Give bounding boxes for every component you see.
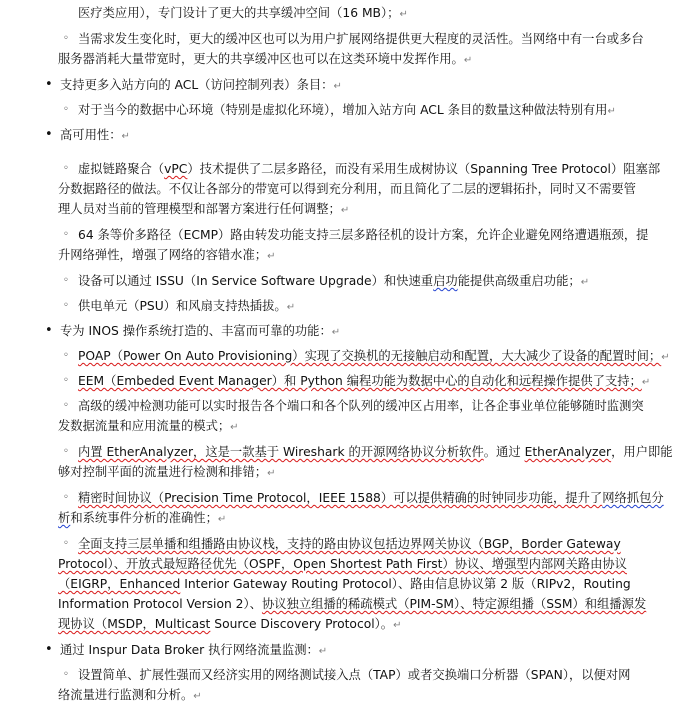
text-line: 供电单元（PSU）和风扇支持热插拔。↵	[78, 299, 296, 313]
paragraph-mark-icon: ↵	[399, 9, 408, 20]
text-line: 分数据路径的做法。不仅让各部分的带宽可以得到充分利用，而且简化了二层的逻辑拓扑，同时又不需要管	[58, 182, 636, 196]
text-line: 医疗类应用），专门设计了更大的共享缓冲空间（16 MB）；↵	[78, 6, 408, 20]
text-line: 对于当今的数据中心环境（特别是虚拟化环境），增加入站方向 ACL 条目的数量这种做法特别有用↵	[78, 103, 616, 117]
hollow-bullet-icon: ◦	[63, 350, 69, 361]
text-line: 高级的缓冲检测功能可以实时报告各个端口和各个队列的缓冲区占用率，让各企事业单位能够随时监测突	[78, 399, 644, 413]
paragraph-mark-icon: ↵	[607, 106, 616, 117]
paragraph-mark-icon: ↵	[267, 468, 276, 479]
paragraph-mark-icon: ↵	[121, 131, 130, 142]
text-line	[78, 372, 650, 390]
hollow-bullet-icon: ◦	[63, 446, 69, 457]
spellcheck-underline: 增强型内部网关路由协议	[491, 557, 627, 571]
text-line: 64 条等价多路径（ECMP）路由转发功能支持三层多路径机的设计方案，允许企业避免网络遭遇瓶颈，提	[78, 228, 649, 242]
hollow-bullet-icon: ◦	[63, 400, 69, 411]
text-line: 理人员对当前的管理模型和部署方案进行任何调整；↵	[58, 202, 350, 216]
bullet-icon: •	[45, 642, 53, 657]
paragraph-mark-icon: ↵	[193, 691, 202, 702]
text-line: 设置简单、扩展性强而又经济实用的网络测试接入点（TAP）或者交换端口分析器（SPAN），以便对网	[78, 668, 631, 682]
text-line	[58, 555, 627, 573]
hollow-bullet-icon: ◦	[63, 33, 69, 44]
paragraph-mark-icon: ↵	[340, 205, 350, 216]
grammar-underline: 启功	[433, 274, 458, 288]
paragraph-mark-icon: ↵	[230, 422, 239, 433]
hollow-bullet-icon: ◦	[63, 300, 69, 311]
bullet-icon: •	[45, 127, 53, 142]
paragraph-mark-icon: ↵	[661, 352, 670, 363]
text-line: 支持更多入站方向的 ACL（访问控制列表）条目：↵	[60, 78, 342, 92]
text-line: 设备可以通过 ISSU（In Service Software Upgrade）和快速重启功能提供高级重启功能；↵	[78, 274, 590, 288]
text-line: 高可用性：↵	[60, 128, 130, 142]
paragraph-mark-icon: ↵	[331, 327, 341, 338]
paragraph-mark-icon: ↵	[286, 302, 296, 313]
bullet-icon: •	[45, 323, 53, 338]
text-line	[78, 347, 670, 365]
hollow-bullet-icon: ◦	[63, 275, 69, 286]
text-line: 虚拟链路聚合（vPC）技术提供了二层多路径，而没有采用生成树协议（Spanning Tree Protocol）阻塞部	[78, 162, 661, 176]
text-line	[78, 489, 664, 507]
hollow-bullet-icon: ◦	[63, 375, 69, 386]
paragraph-mark-icon: ↵	[333, 81, 342, 92]
spellcheck-underline: EtherAnalyzer	[524, 445, 612, 459]
spellcheck-underline: Protocol）、开放式最短路径优先（OSPF，Open Shortest Path First）协议、	[58, 557, 492, 571]
text-line: 升网络弹性，增强了网络的容错水准；↵	[58, 248, 276, 262]
text-line: 够对控制平面的流量进行检测和排错；↵	[58, 465, 276, 479]
grammar-underline: 网络抓包分	[602, 491, 664, 505]
text-line: 服务器消耗大量带宽时，更大的共享缓冲区也可以在这类环境中发挥作用。↵	[58, 52, 473, 66]
text-line: 析和系统事件分析的准确性；↵	[58, 511, 227, 525]
text-line: 专为 INOS 操作系统打造的、丰富而可靠的功能：↵	[60, 324, 341, 338]
paragraph-mark-icon: ↵	[267, 251, 276, 262]
text-line: 发数据流量和应用流量的模式；↵	[58, 419, 239, 433]
text-line: 当需求发生变化时，更大的缓冲区也可以为用户扩展网络提供更大程度的灵活性。当网络中有一台或多台	[78, 32, 644, 46]
spellcheck-underline: EEM（Embeded Event Manager）和 Python 编程功能为数据中心的自动化和远程操作提供了支持；	[78, 374, 642, 388]
paragraph-mark-icon: ↵	[393, 620, 402, 631]
text-line	[78, 535, 621, 553]
paragraph-mark-icon: ↵	[580, 277, 590, 288]
spellcheck-underline: 现协议（MSDP，Multicast	[58, 617, 211, 631]
bullet-icon: •	[45, 77, 53, 92]
paragraph-mark-icon: ↵	[217, 514, 227, 525]
grammar-underline: 析	[58, 511, 71, 525]
hollow-bullet-icon: ◦	[63, 163, 69, 174]
text-line: 络流量进行监测和分析。↵	[58, 688, 202, 702]
text-line: Information Protocol Version 2）、协议独立组播的稀疏模式（PIM-SM）、特定源组播（SSM）和组播源发	[58, 597, 647, 611]
paragraph-mark-icon: ↵	[463, 55, 473, 66]
text-line: 现协议（MSDP，Multicast Source Discovery Protocol）。↵	[58, 617, 402, 631]
text-line: 通过 Inspur Data Broker 执行网络流量监测：↵	[60, 643, 328, 657]
hollow-bullet-icon: ◦	[63, 669, 69, 680]
text-line: 内置 EtherAnalyzer，这是一款基于 Wireshark 的开源网络协议分析软件。通过 EtherAnalyzer，用户即能	[78, 445, 673, 459]
hollow-bullet-icon: ◦	[63, 492, 69, 503]
paragraph-mark-icon: ↵	[318, 646, 328, 657]
hollow-bullet-icon: ◦	[63, 538, 69, 549]
spellcheck-underline: 精密时间协议（Precision Time Protocol，IEEE 1588）可以提供精确的时钟同步功能，提升了	[78, 491, 603, 505]
hollow-bullet-icon: ◦	[63, 229, 69, 240]
text-line: （EIGRP，Enhanced Interior Gateway Routing Protocol）、路由信息协议第 2 版（RIPv2，Routing	[58, 577, 631, 591]
spellcheck-underline: 全面支持三层单播和组播路由协议栈，支持的路由协议包括边界网关协议（BGP，Border Gateway	[78, 537, 621, 551]
spellcheck-underline: vPC	[164, 162, 188, 176]
hollow-bullet-icon: ◦	[63, 104, 69, 115]
spellcheck-underline: 协议独立组播的稀疏模式（PIM-SM）、特定源组播（SSM）和组播源发	[261, 597, 647, 611]
paragraph-mark-icon: ↵	[641, 377, 651, 388]
spellcheck-underline: 内置 EtherAnalyzer，这是一款基于 Wireshark 的开源网络协议分析软件	[78, 445, 484, 459]
spellcheck-underline: POAP（Power On Auto Provisioning）实现了交换机的无接触启动和配置，大大减少了设备的配置时间；	[78, 349, 662, 363]
spellcheck-underline: （EIGRP，Enhanced	[58, 577, 181, 591]
